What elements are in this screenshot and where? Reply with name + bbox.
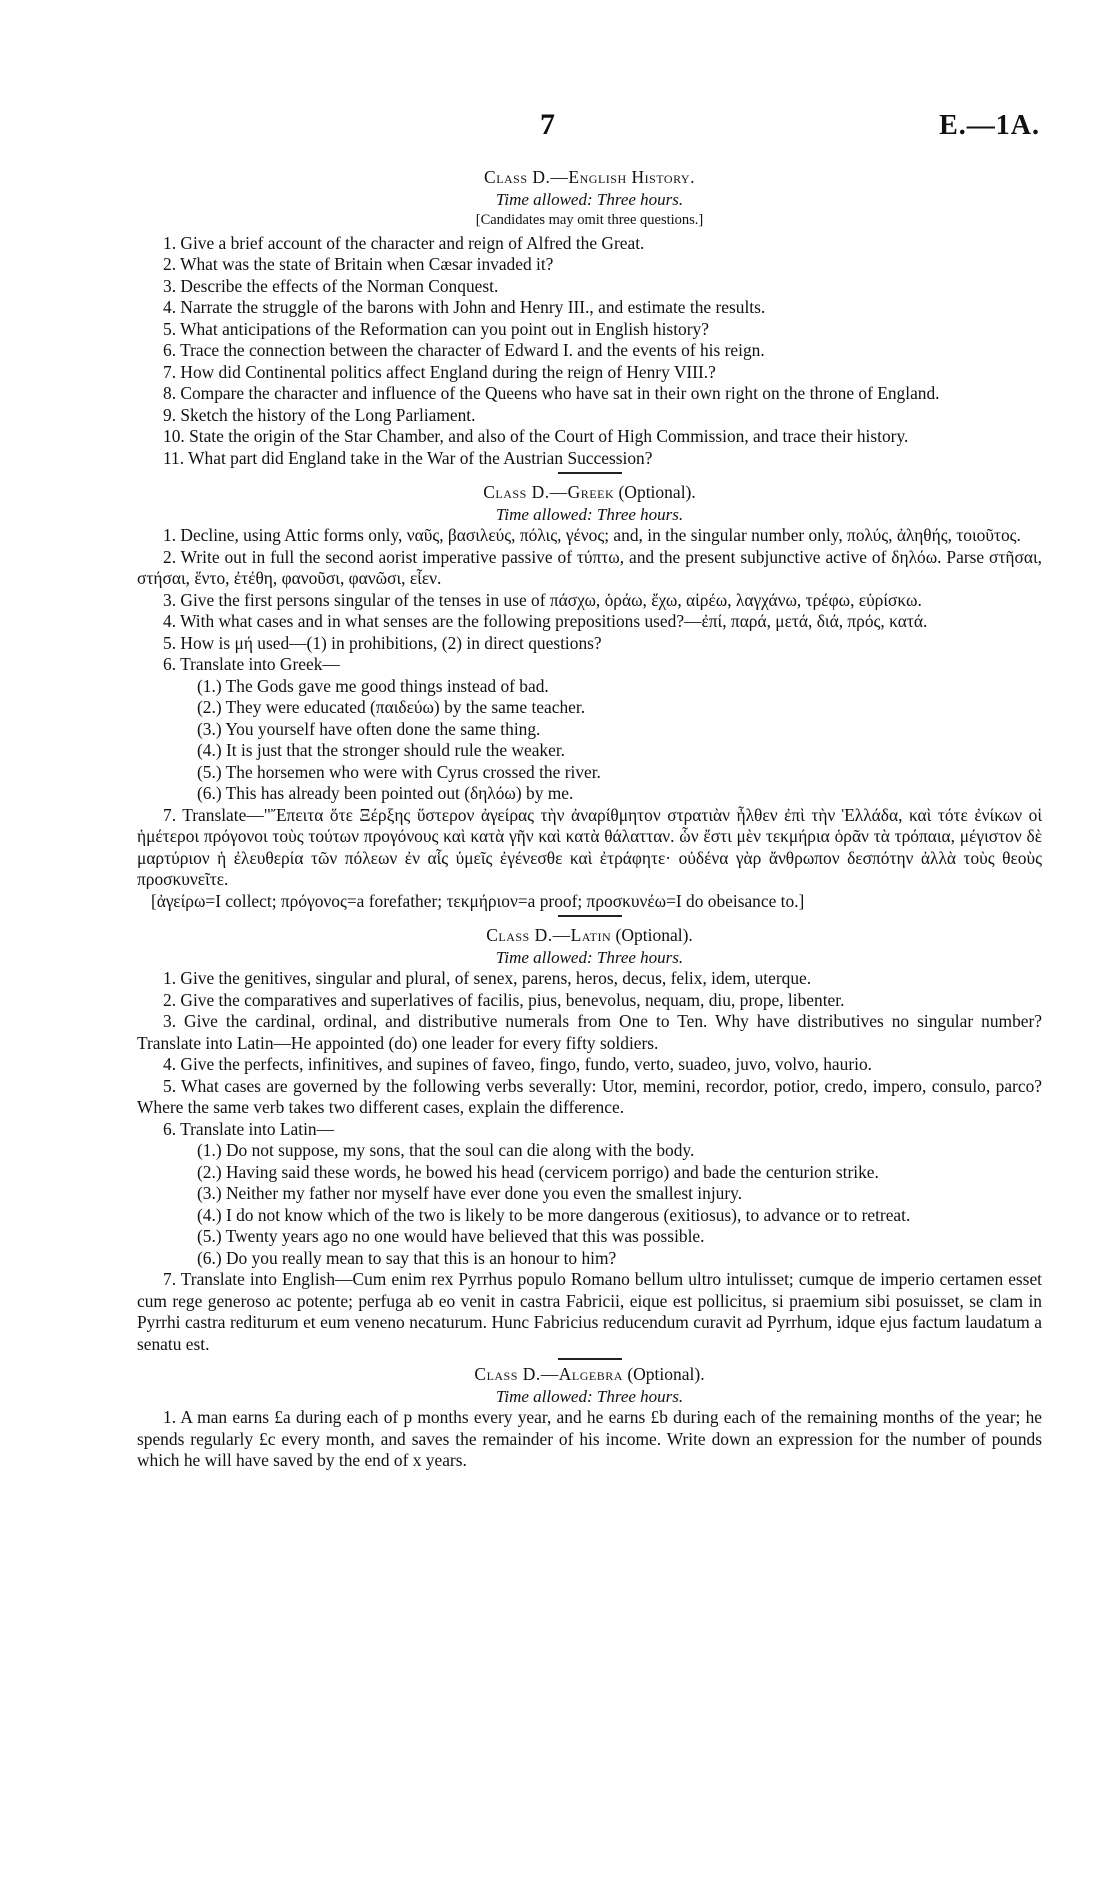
section-divider bbox=[558, 472, 622, 474]
question: 6. Trace the connection between the character of Edward I. and the events of his reign. bbox=[163, 340, 765, 360]
question: 11. What part did England take in the War of the Austrian Succession? bbox=[163, 447, 653, 468]
translation-item: (6.) This has already been pointed out (δηλόω) by me. bbox=[197, 783, 574, 803]
question: 1. Give a brief account of the character and reign of Alfred the Great. bbox=[163, 232, 645, 253]
heading-prefix: Class D.— bbox=[483, 482, 568, 502]
translation-item: (1.) Do not suppose, my sons, that the soul can die along with the body. bbox=[197, 1140, 695, 1160]
question: 5. What cases are governed by the following verbs severally: Utor, memini, recordor, potior, credo, impero, consulo, parco? Where the same verb takes two different cases, explain the difference. bbox=[137, 1075, 1042, 1117]
exam-content bbox=[137, 165, 1042, 1472]
question: 1. A man earns £a during each of p months every year, and he earns £b during each of the remaining months of the year; he spends regularly £c every month, and saves the remainder of his income. Write down an expression for the number of pounds which he will have saved by the end of x years. bbox=[137, 1407, 1042, 1470]
translation-item: (1.) The Gods gave me good things instead of bad. bbox=[197, 675, 549, 696]
translation-item: (3.) You yourself have often done the same thing. bbox=[197, 718, 541, 739]
question: 1. Decline, using Attic forms only, ναῦς, βασιλεύς, πόλις, γένος; and, in the singular number only, πολύς, ἀληθής, τοιοῦτος. bbox=[163, 525, 1021, 545]
heading-subject: Greek bbox=[567, 482, 615, 502]
question: 7. How did Continental politics affect England during the reign of Henry VIII.? bbox=[163, 361, 716, 382]
section-divider bbox=[558, 915, 622, 917]
question: 5. How is μή used—(1) in prohibitions, (2) in direct questions? bbox=[163, 632, 602, 653]
question: 1. Give the genitives, singular and plural, of senex, parens, heros, decus, felix, idem, uterque. bbox=[163, 968, 812, 988]
question: 5. What anticipations of the Reformation can you point out in English history? bbox=[163, 318, 709, 339]
question: 7. Translate into English—Cum enim rex Pyrrhus populo Romano bellum ultro intulisset; cumque de imperio certamen esset cum rege generoso ac potente; perfuga ab eo venit in castra Fabricii, eique est pollicitus, si praemium sibi posuisset, se clam in Pyrrhi castra rediturum et eum veneno necaturum. Hunc Fabricius reducendum curavit ad Pyrrhum, idque ejus factum laudatum a senatu est. bbox=[137, 1269, 1042, 1354]
section-heading-greek bbox=[137, 482, 1042, 504]
translation-item: (4.) It is just that the stronger should rule the weaker. bbox=[197, 740, 566, 760]
time-allowed: Time allowed: Three hours. bbox=[495, 947, 684, 967]
question: 3. Describe the effects of the Norman Conquest. bbox=[163, 275, 499, 296]
question: 2. What was the state of Britain when Cæsar invaded it? bbox=[163, 254, 554, 274]
section-heading-latin bbox=[137, 925, 1042, 947]
time-allowed: Time allowed: Three hours. bbox=[495, 1386, 684, 1406]
document-reference: E.—1A. bbox=[939, 110, 1040, 141]
question: 3. Give the cardinal, ordinal, and distributive numerals from One to Ten. Why have distributives no singular number? Translate into Latin—He appointed (do) one leader for every fifty soldiers. bbox=[137, 1011, 1042, 1053]
section-heading-history bbox=[137, 167, 1042, 189]
heading-prefix: Class D.— bbox=[486, 925, 571, 945]
question: 4. Narrate the struggle of the barons with John and Henry III., and estimate the results. bbox=[163, 297, 766, 317]
heading-subject: Algebra bbox=[558, 1364, 623, 1384]
question: 8. Compare the character and influence of the Queens who have sat in their own right on the throne of England. bbox=[163, 383, 940, 403]
question: 3. Give the first persons singular of the tenses in use of πάσχω, ὁράω, ἔχω, αἱρέω, λαγχάνω, τρέφω, εὑρίσκω. bbox=[163, 589, 922, 610]
question: 6. Translate into Latin— bbox=[163, 1118, 335, 1139]
page-number: 7 bbox=[540, 108, 555, 141]
translation-item: (3.) Neither my father nor myself have ever done you even the smallest injury. bbox=[197, 1183, 743, 1203]
heading-prefix: Class D.— bbox=[484, 167, 569, 187]
question: 10. State the origin of the Star Chamber, and also of the Court of High Commission, and trace their history. bbox=[163, 426, 909, 446]
question: 4. Give the perfects, infinitives, and supines of faveo, fingo, fundo, verto, suadeo, juvo, volvo, haurio. bbox=[163, 1054, 872, 1074]
glossary-note: [ἀγείρω=I collect; πρόγονος=a forefather; τεκμήριον=a proof; προσκυνέω=I do obeisance to.] bbox=[151, 890, 805, 911]
time-allowed: Time allowed: Three hours. bbox=[495, 189, 684, 209]
heading-prefix: Class D.— bbox=[474, 1364, 559, 1384]
section-heading-algebra bbox=[137, 1364, 1042, 1386]
question: 9. Sketch the history of the Long Parliament. bbox=[163, 404, 476, 425]
translation-item: (5.) Twenty years ago no one would have believed that this was possible. bbox=[197, 1226, 705, 1246]
translation-item: (6.) Do you really mean to say that this is an honour to him? bbox=[197, 1247, 617, 1268]
question: 7. Translate—"Ἔπειτα ὅτε Ξέρξης ὕστερον ἀγείρας τὴν ἀναρίθμητον στρατιὰν ἦλθεν ἐπὶ τὴν Ἑλλάδα, καὶ τότε ἐνίκων οἱ ἡμέτεροι πρόγονοι τοὺς τούτων προγόνους καὶ κατὰ γῆν καὶ κατὰ θάλατταν. ὧν ἔστι μὲν τεκμήρια ὁρᾶν τὰ τρόπαια, μέγιστον δὲ μαρτύριον ἡ ἐλευθερία τῶν πόλεων ἐν αἷς ὑμεῖς ἐγένεσθε καὶ ἐτράφητε· οὐδένα γὰρ ἄνθρωπον δεσπότην ἀλλὰ τοὺς θεοὺς προσκυνεῖτε. bbox=[137, 804, 1042, 889]
translation-item: (2.) They were educated (παιδεύω) by the same teacher. bbox=[197, 697, 586, 717]
time-allowed: Time allowed: Three hours. bbox=[495, 504, 684, 524]
heading-subject: Latin bbox=[570, 925, 612, 945]
candidate-note: [Candidates may omit three questions.] bbox=[475, 212, 704, 228]
question: 4. With what cases and in what senses are the following prepositions used?—ἐπί, παρά, μετά, διά, πρός, κατά. bbox=[163, 611, 928, 631]
heading-suffix: (Optional). bbox=[611, 925, 693, 945]
translation-item: (5.) The horsemen who were with Cyrus crossed the river. bbox=[197, 761, 601, 782]
translation-item: (4.) I do not know which of the two is likely to be more dangerous (exitiosus), to advance or to retreat. bbox=[197, 1204, 911, 1225]
heading-suffix: (Optional). bbox=[614, 482, 696, 502]
question: 2. Give the comparatives and superlatives of facilis, pius, benevolus, nequam, diu, prope, libenter. bbox=[163, 989, 845, 1010]
section-divider bbox=[558, 1358, 622, 1360]
question: 6. Translate into Greek— bbox=[163, 654, 340, 674]
heading-suffix: (Optional). bbox=[622, 1364, 705, 1384]
translation-item: (2.) Having said these words, he bowed his head (cervicem porrigo) and bade the centurion strike. bbox=[197, 1161, 879, 1182]
heading-subject: English History. bbox=[568, 167, 695, 187]
question: 2. Write out in full the second aorist imperative passive of τύπτω, and the present subjunctive active of δηλόω. Parse στῆσαι, στήσαι, ἕντο, ἐτέθη, φανοῦσι, φανῶσι, εἶεν. bbox=[137, 546, 1042, 588]
